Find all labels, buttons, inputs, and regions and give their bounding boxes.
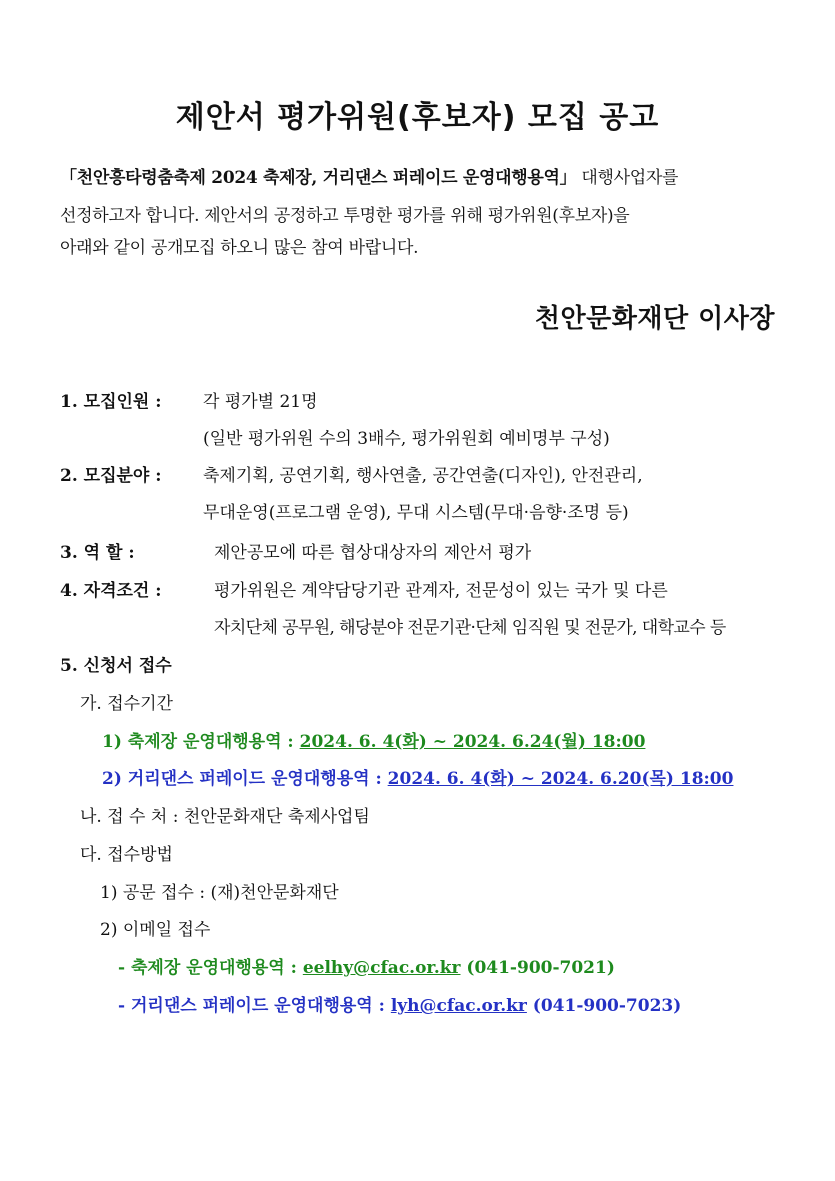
email-street-dance-link[interactable]: lyh@cfac.or.kr — [390, 996, 527, 1016]
section-3-value: 제안공모에 따른 협상대상자의 제안서 평가 — [214, 543, 532, 563]
period-street-dance-dates: 2024. 6. 4(화) ~ 2024. 6.20(목) 18:00 — [387, 769, 734, 789]
email-festival-site-link[interactable]: eelhy@cfac.or.kr — [302, 958, 461, 978]
section-1-note: (일반 평가위원 수의 3배수, 평가위원회 예비명부 구성) — [203, 429, 610, 449]
section-2-value: 축제기획, 공연기획, 행사연출, 공간연출(디자인), 안전관리, — [203, 466, 643, 486]
email-festival-site-label: - 축제장 운영대행용역 : — [118, 958, 303, 978]
intro-project-name: 「천안흥타령춤축제 2024 축제장, 거리댄스 퍼레이드 운영대행용역」 — [60, 168, 577, 188]
email-street-dance-phone: (041-900-7023) — [526, 996, 682, 1016]
method-email: 2) 이메일 접수 — [100, 920, 211, 940]
intro-line-2: 선정하고자 합니다. 제안서의 공정하고 투명한 평가를 위해 평가위원(후보자)을 — [60, 206, 630, 226]
period-festival-site-dates: 2024. 6. 4(화) ~ 2024. 6.24(월) 18:00 — [299, 732, 646, 752]
email-festival-site — [118, 953, 615, 978]
section-2-label: 2. 모집분야 : — [60, 466, 162, 486]
email-street-dance-label: - 거리댄스 퍼레이드 운영대행용역 : — [118, 996, 391, 1016]
email-street-dance — [118, 991, 681, 1016]
receipt-office: 나. 접 수 처 : 천안문화재단 축제사업팀 — [80, 807, 370, 827]
section-5-label: 5. 신청서 접수 — [60, 656, 172, 676]
section-4-value-cont: 자치단체 공무원, 해당분야 전문기관·단체 임직원 및 전문가, 대학교수 등 — [214, 618, 726, 638]
section-4-value: 평가위원은 계약담당기관 관계자, 전문성이 있는 국가 및 다른 — [214, 581, 668, 601]
receipt-period-heading: 가. 접수기간 — [80, 694, 173, 714]
period-street-dance-label: 2) 거리댄스 퍼레이드 운영대행용역 : — [102, 769, 388, 789]
period-street-dance — [102, 764, 733, 789]
email-festival-site-phone: (041-900-7021) — [460, 958, 615, 978]
section-2-value-cont: 무대운영(프로그램 운영), 무대 시스템(무대·음향·조명 등) — [203, 503, 629, 523]
period-festival-site-label: 1) 축제장 운영대행용역 : — [102, 732, 300, 752]
section-1-label: 1. 모집인원 : — [60, 392, 162, 412]
section-4-label: 4. 자격조건 : — [60, 581, 162, 601]
section-3-label: 3. 역 할 : — [60, 543, 135, 563]
intro-line-1-rest: 대행사업자를 — [576, 168, 679, 188]
organization-signature: 천안문화재단 이사장 — [534, 304, 775, 334]
method-official-letter: 1) 공문 접수 : (재)천안문화재단 — [100, 883, 339, 903]
intro-line-1 — [60, 163, 678, 188]
receipt-method-heading: 다. 접수방법 — [80, 845, 173, 865]
section-1-value: 각 평가별 21명 — [203, 392, 318, 412]
page-title: 제안서 평가위원(후보자) 모집 공고 — [175, 100, 660, 135]
intro-line-3: 아래와 같이 공개모집 하오니 많은 참여 바랍니다. — [60, 238, 419, 258]
period-festival-site — [102, 727, 645, 752]
